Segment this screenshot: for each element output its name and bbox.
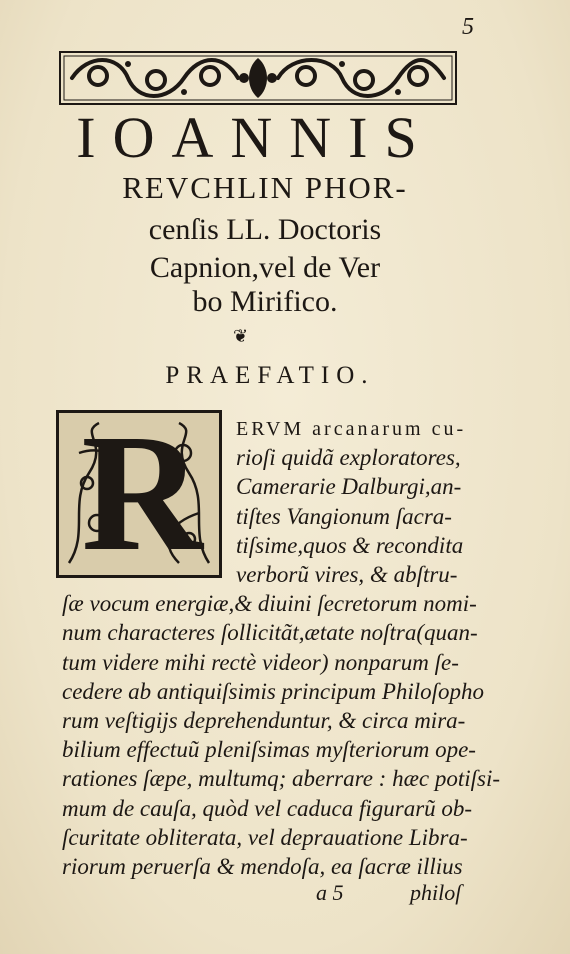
catchword: philoſ xyxy=(410,880,462,905)
body-line: cedere ab antiquiſsimis principum Philoſopho xyxy=(62,678,485,704)
body-line: rum veſtigijs deprehenduntur, & circa mira- xyxy=(62,708,466,733)
page-number: 5 xyxy=(462,14,474,40)
fleuron-icon: ❦ xyxy=(233,326,249,346)
title-author-name: IOANNIS xyxy=(76,105,434,170)
body-line: Camerarie Dalburgi,an- xyxy=(236,474,462,500)
title-line-5: bo Mirifico. xyxy=(192,285,338,318)
signature-mark: a 5 xyxy=(316,880,344,905)
title-surname: REVCHLIN PHOR- xyxy=(122,170,408,205)
body-line: tiſtes Vangionum ſacra- xyxy=(236,503,452,529)
body-line: tiſsime,quos & recondita xyxy=(236,532,464,558)
body-line: ERVM arcanarum cu- xyxy=(236,418,467,440)
decorated-initial xyxy=(56,400,222,586)
section-heading: PRAEFATIO. xyxy=(165,362,375,389)
body-line: tum videre mihi rectè videor) nonparum ſe- xyxy=(62,649,459,675)
body-line: ſæ vocum energiæ,& diuini ſecretorum nomi- xyxy=(62,591,477,617)
body-line: ſcuritate obliterata, vel deprauatione Libra- xyxy=(62,824,468,850)
title-line-3: cenſis LL. Doctoris xyxy=(148,213,382,246)
body-line: mum de cauſa, quòd vel caduca figurarũ ob- xyxy=(62,795,473,821)
body-line: bilium effectuũ pleniſsimas myſteriorum ope- xyxy=(62,737,476,763)
body-line: verborũ vires, & abſtru- xyxy=(236,562,458,587)
title-line-4: Capnion,vel de Ver xyxy=(149,251,381,284)
headpiece-ornament xyxy=(58,50,458,106)
body-line: rationes ſæpe, multumq; aberrare : hæc potiſsi- xyxy=(62,766,501,792)
body-line: rioſi quidã exploratores, xyxy=(236,445,461,471)
body-line: num characteres ſollicitãt,ætate noſtra(quan- xyxy=(62,620,478,646)
initial-letter: R xyxy=(81,400,203,586)
body-line: riorum peruerſa & mendoſa, ea ſacræ illius xyxy=(62,854,463,879)
